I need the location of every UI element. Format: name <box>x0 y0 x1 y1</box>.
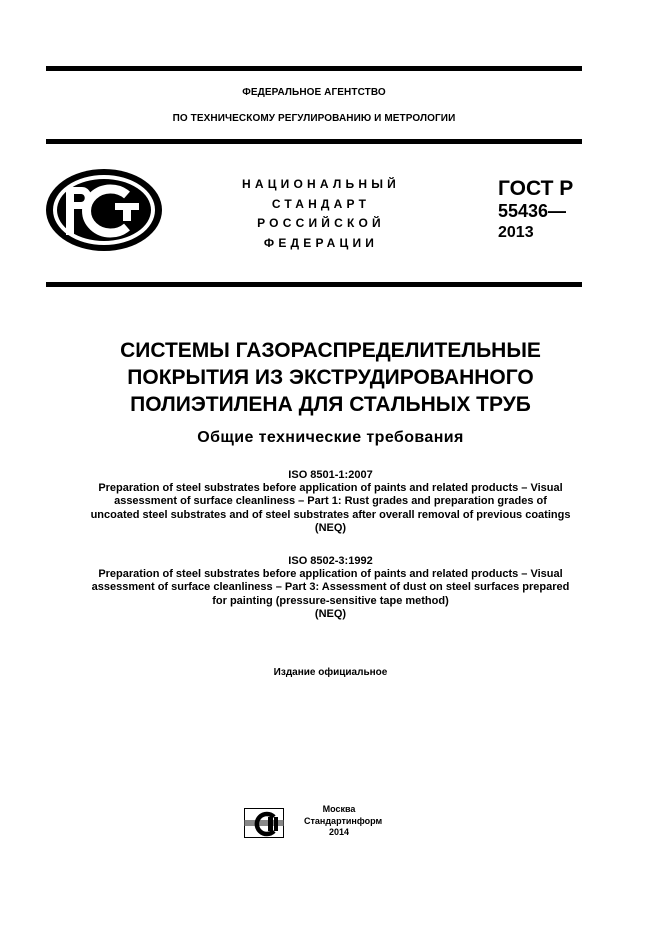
agency-line-1: ФЕДЕРАЛЬНОЕ АГЕНТСТВО <box>242 87 386 98</box>
document-subtitle: Общие технические требования <box>197 429 464 446</box>
publisher-city: Москва <box>322 804 356 814</box>
reference-equivalence: (NEQ) <box>314 521 347 534</box>
reference-text-line: assessment of surface cleanliness – Part 3: Assessment of dust on steel surfaces prepared <box>91 581 570 594</box>
title-line-2: ПОКРЫТИЯ ИЗ ЭКСТРУДИРОВАННОГО <box>127 366 534 389</box>
publisher-year: 2014 <box>328 827 350 837</box>
reference-text-line: for painting (pressure-sensitive tape method) <box>212 594 449 607</box>
designation-line-3: 2013 <box>498 224 534 241</box>
reference-text-line: uncoated steel substrates and of steel substrates after overall removal of previous coatings <box>90 508 571 521</box>
standard-label-line-1: НАЦИОНАЛЬНЫЙ <box>241 177 401 191</box>
reference-iso-8502-3 <box>20 555 641 621</box>
reference-code: ISO 8502-3:1992 <box>288 555 373 567</box>
title-line-3: ПОЛИЭТИЛЕНА ДЛЯ СТАЛЬНЫХ ТРУБ <box>130 393 531 416</box>
reference-text-line: Preparation of steel substrates before application of paints and related products – Visual <box>98 482 563 495</box>
standartinform-logo-icon <box>244 808 284 843</box>
publisher-imprint <box>304 804 383 839</box>
reference-iso-8501-1 <box>20 469 641 535</box>
reference-text-line: assessment of surface cleanliness – Part 1: Rust grades and preparation grades of <box>114 495 547 508</box>
agency-line-2: ПО ТЕХНИЧЕСКОМУ РЕГУЛИРОВАНИЮ И МЕТРОЛОГИИ <box>172 113 456 124</box>
title-block-rule <box>46 282 582 287</box>
top-rule <box>46 66 582 71</box>
reference-code: ISO 8501-1:2007 <box>288 469 373 481</box>
rst-certification-mark-icon <box>44 167 164 258</box>
reference-text-line: Preparation of steel substrates before application of paints and related products – Visual <box>98 568 563 581</box>
title-line-1: СИСТЕМЫ ГАЗОРАСПРЕДЕЛИТЕЛЬНЫЕ <box>120 339 541 362</box>
document-title <box>0 337 661 418</box>
reference-equivalence: (NEQ) <box>314 607 347 620</box>
standard-label-line-4: ФЕДЕРАЦИИ <box>263 235 379 250</box>
header-rule <box>46 139 582 144</box>
designation-line-2: 55436— <box>498 201 567 221</box>
standard-designation <box>498 178 573 243</box>
national-standard-label <box>222 175 420 253</box>
designation-line-1: ГОСТ Р <box>498 177 574 200</box>
standard-label-line-3: РОССИЙСКОЙ <box>257 216 385 230</box>
official-edition-label: Издание официальное <box>273 667 388 678</box>
publisher-name: Стандартинформ <box>304 815 383 826</box>
standard-label-line-2: СТАНДАРТ <box>271 196 371 211</box>
